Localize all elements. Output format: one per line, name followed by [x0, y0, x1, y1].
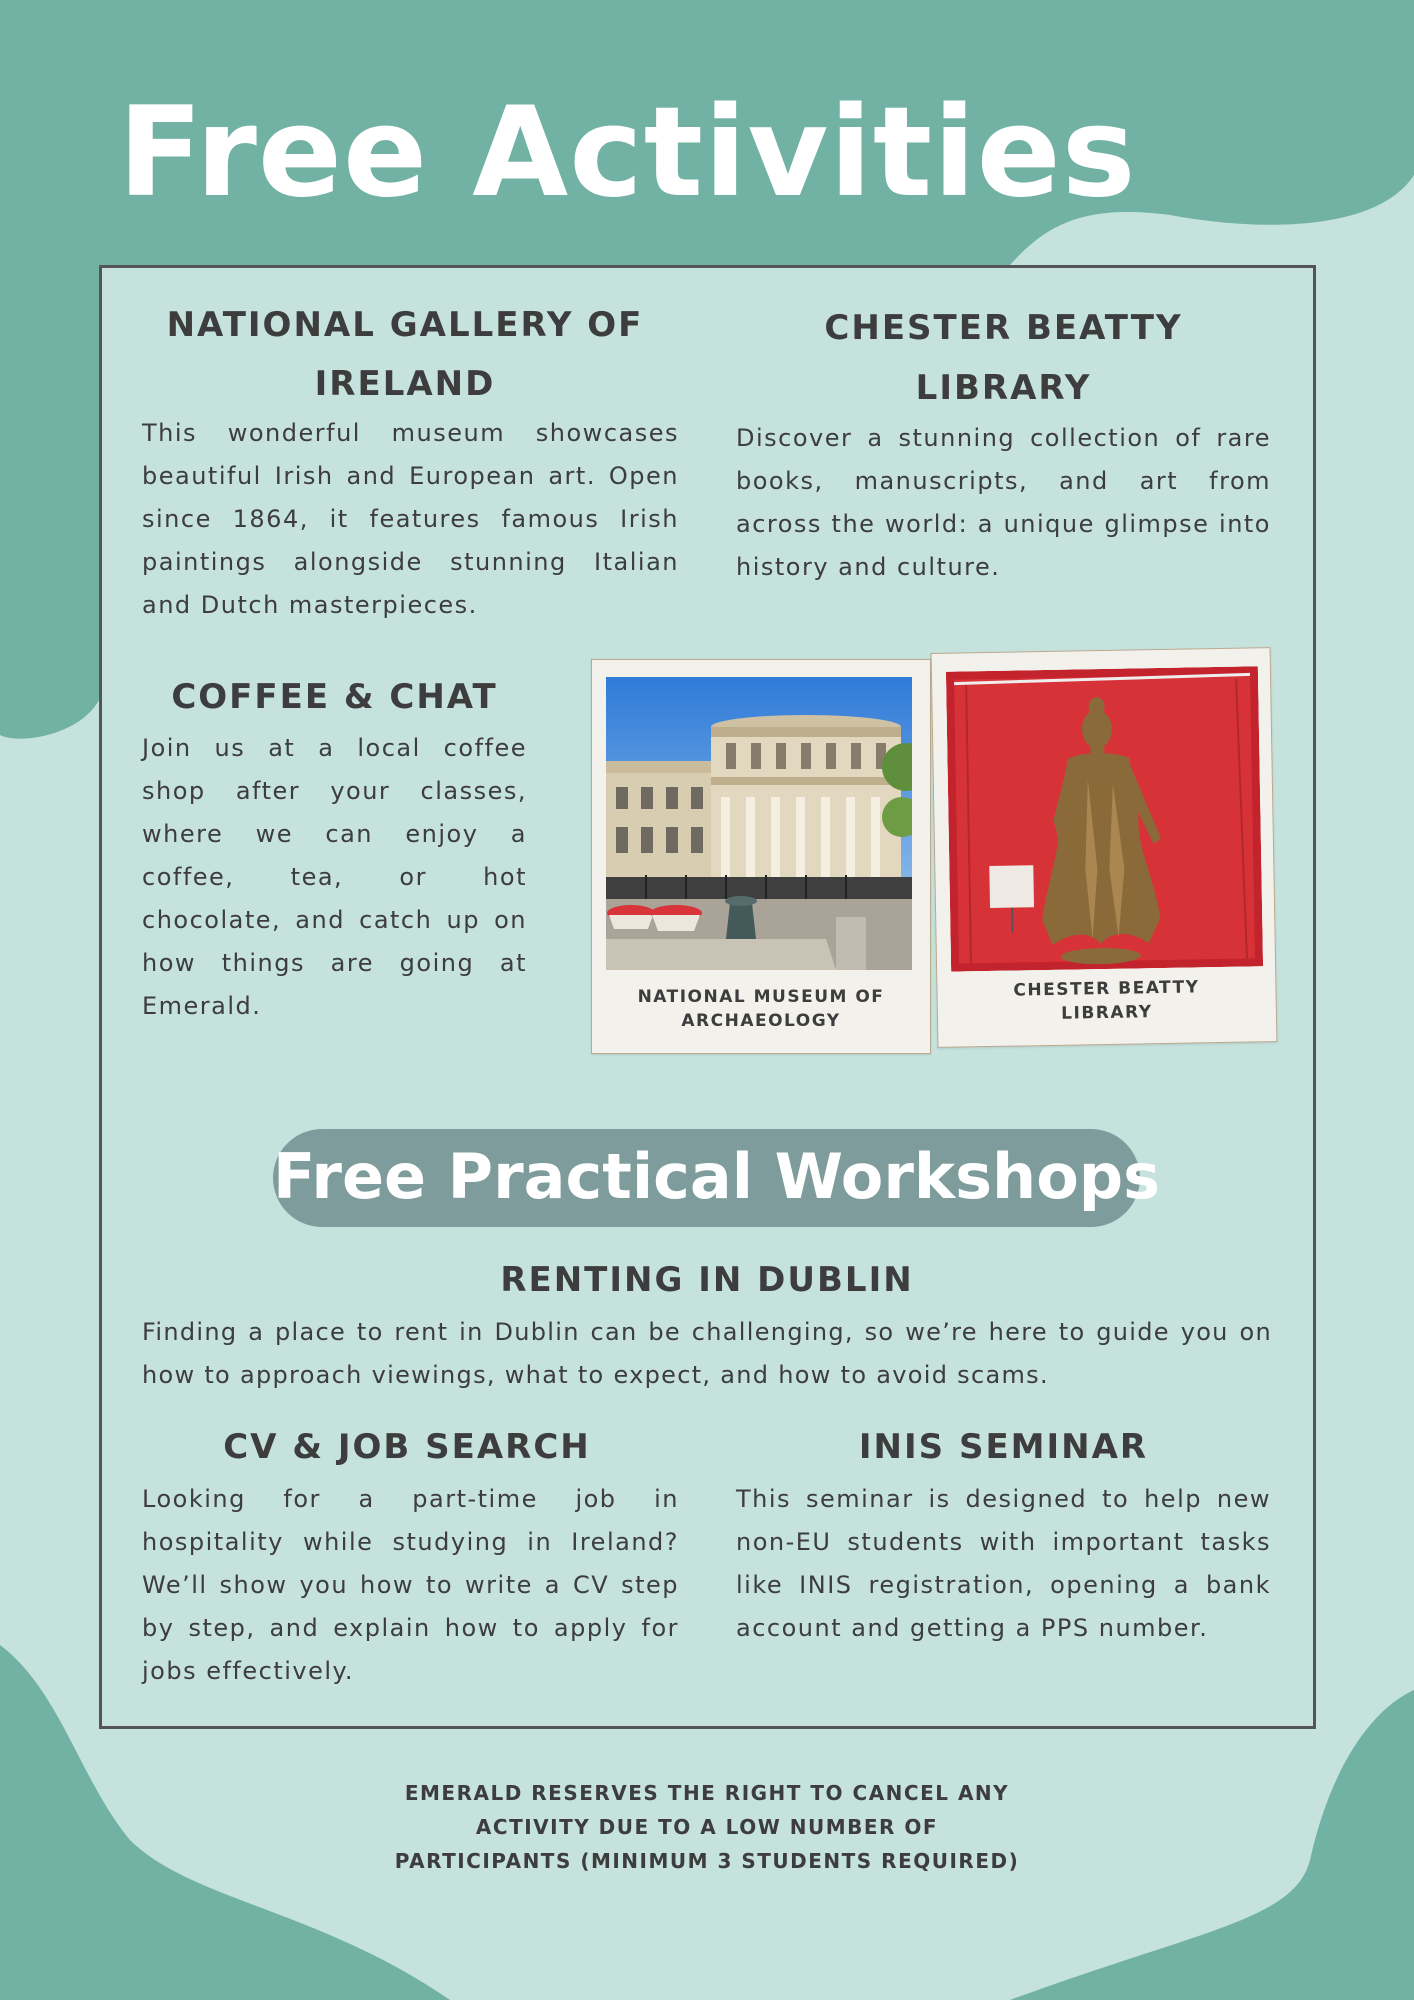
library-caption-line2: LIBRARY	[1061, 1002, 1153, 1024]
museum-photo-card	[591, 659, 931, 1054]
page-title: Free Activities	[118, 81, 1137, 225]
coffee-chat-title: COFFEE & CHAT	[171, 677, 498, 717]
national-gallery-title-line1: NATIONAL GALLERY OF	[166, 305, 644, 345]
library-photo-caption	[937, 974, 1276, 1028]
chester-beatty-title-line1: CHESTER BEATTY	[824, 308, 1183, 348]
buddha-illustration	[946, 666, 1263, 971]
inis-description: This seminar is designed to help new non-EU students with important tasks like INIS registration, opening a bank account and getting a PPS number.	[736, 1485, 1271, 1642]
workshops-banner	[273, 1129, 1161, 1227]
library-caption-line1: CHESTER BEATTY	[1013, 977, 1200, 1001]
national-gallery-title-line2: IRELAND	[314, 364, 496, 404]
library-photo-card	[931, 647, 1278, 1048]
chester-beatty-description: Discover a stunning collection of rare books, manuscripts, and art from across the world: a unique glimpse into history and culture.	[736, 424, 1271, 581]
national-gallery-title	[140, 296, 670, 414]
museum-photo-caption	[592, 985, 930, 1033]
renting-title: RENTING IN DUBLIN	[500, 1260, 914, 1300]
disclaimer-line1: EMERALD RESERVES THE RIGHT TO CANCEL ANY	[404, 1781, 1010, 1805]
coffee-chat-description: Join us at a local coffee shop after your classes, where we can enjoy a coffee, tea, or hot chocolate, and catch up on how things are going at Emerald.	[142, 734, 527, 1020]
renting-description: Finding a place to rent in Dublin can be challenging, so we’re here to guide you on how to approach viewings, what to expect, and how to avoid scams.	[142, 1318, 1272, 1389]
chester-beatty-title-line2: LIBRARY	[915, 368, 1092, 408]
workshops-banner-text: Free Practical Workshops	[273, 1140, 1161, 1213]
buddha-statue-photo	[946, 666, 1263, 971]
museum-caption-line1: NATIONAL MUSEUM OF	[637, 987, 885, 1007]
chester-beatty-title	[736, 298, 1271, 418]
inis-title: INIS SEMINAR	[858, 1427, 1149, 1467]
national-gallery-description: This wonderful museum showcases beautiful Irish and European art. Open since 1864, it features famous Irish paintings alongside stunning Italian and Dutch masterpieces.	[142, 419, 679, 619]
cv-description: Looking for a part-time job in hospitality while studying in Ireland? We’ll show you how to write a CV step by step, and explain how to apply for jobs effectively.	[142, 1485, 679, 1685]
disclaimer-line2: ACTIVITY DUE TO A LOW NUMBER OF	[475, 1815, 939, 1839]
museum-illustration	[606, 677, 912, 970]
cv-title: CV & JOB SEARCH	[223, 1427, 591, 1467]
bottom-right-blob	[1010, 1690, 1414, 2000]
museum-caption-line2: ARCHAEOLOGY	[681, 1011, 841, 1031]
museum-building-photo	[606, 677, 912, 970]
disclaimer	[357, 1776, 1057, 1878]
disclaimer-line3: PARTICIPANTS (MINIMUM 3 STUDENTS REQUIRED)	[394, 1849, 1020, 1873]
